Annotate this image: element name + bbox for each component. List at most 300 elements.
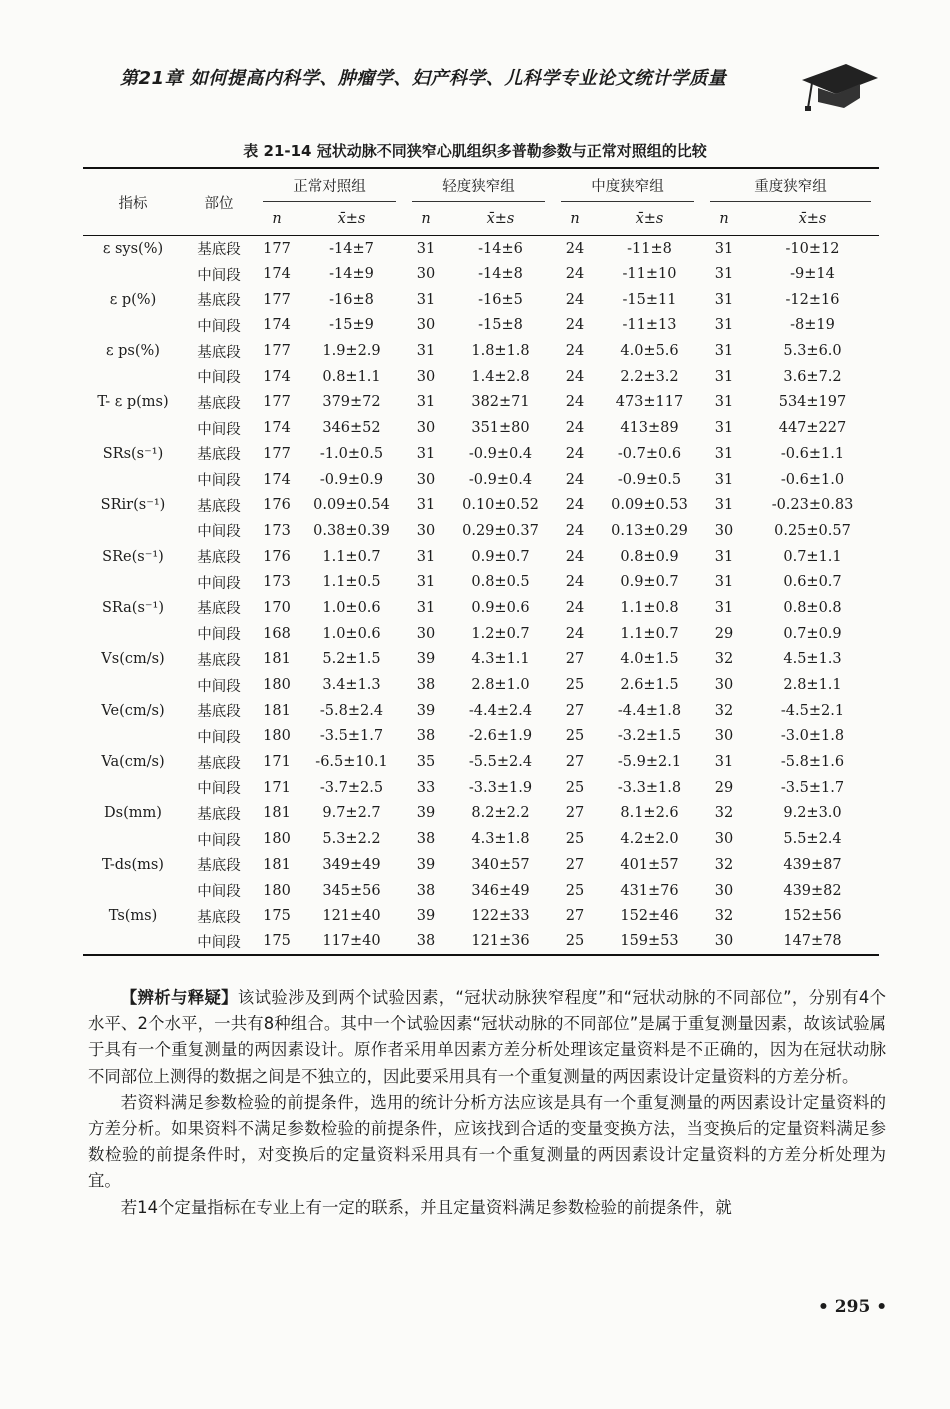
part-cell: 基底段 xyxy=(197,550,241,567)
n-cell: 31 xyxy=(714,266,734,283)
n-cell: 31 xyxy=(714,754,734,771)
group-header: 重度狭窄组 xyxy=(702,168,879,202)
mean-sd-cell: 382±71 xyxy=(471,394,530,411)
mean-sd-cell: 1.1±0.7 xyxy=(322,548,381,565)
table-row xyxy=(83,775,879,801)
mean-sd-cell: -15±9 xyxy=(329,317,374,334)
paragraph-label: 【辨析与释疑】 xyxy=(120,988,238,1007)
mean-sd-cell: -0.9±0.4 xyxy=(468,445,533,462)
mean-sd-cell: 447±227 xyxy=(778,420,847,437)
table-row xyxy=(83,313,879,339)
table-row xyxy=(83,749,879,775)
mean-sd-cell: 0.29±0.37 xyxy=(462,522,539,539)
mean-sd-cell: -14±9 xyxy=(329,266,374,283)
sub-header-n: n xyxy=(570,210,580,227)
n-cell: 27 xyxy=(565,856,585,873)
part-cell: 中间段 xyxy=(197,575,241,592)
mean-sd-cell: 4.2±2.0 xyxy=(620,831,679,848)
mean-sd-cell: 345±56 xyxy=(322,882,381,899)
n-cell: 24 xyxy=(565,420,585,437)
n-cell: 173 xyxy=(263,522,291,539)
n-cell: 24 xyxy=(565,471,585,488)
mean-sd-cell: -1.0±0.5 xyxy=(319,445,384,462)
mean-sd-cell: 122±33 xyxy=(471,908,530,925)
n-cell: 174 xyxy=(263,420,291,437)
part-cell: 基底段 xyxy=(197,601,241,618)
mean-sd-cell: 0.09±0.54 xyxy=(313,497,390,514)
part-cell: 中间段 xyxy=(197,729,241,746)
mean-sd-cell: 1.1±0.5 xyxy=(322,574,381,591)
n-cell: 33 xyxy=(416,779,436,796)
mean-sd-cell: -4.5±2.1 xyxy=(780,702,845,719)
indicator-cell xyxy=(83,878,183,904)
n-cell: 30 xyxy=(714,677,734,694)
mean-sd-cell: 9.7±2.7 xyxy=(322,805,381,822)
part-cell: 中间段 xyxy=(197,934,241,951)
paragraph: 若14个定量指标在专业上有一定的联系，并且定量资料满足参数检验的前提条件，就 xyxy=(120,1197,732,1217)
mean-sd-cell: 0.13±0.29 xyxy=(611,522,688,539)
data-table xyxy=(83,167,879,956)
mean-sd-cell: 0.38±0.39 xyxy=(313,522,390,539)
mean-sd-cell: 0.09±0.53 xyxy=(611,497,688,514)
n-cell: 38 xyxy=(416,831,436,848)
n-cell: 31 xyxy=(714,497,734,514)
mean-sd-cell: -11±13 xyxy=(622,317,677,334)
n-cell: 31 xyxy=(714,445,734,462)
n-cell: 32 xyxy=(714,651,734,668)
table-body xyxy=(83,236,879,955)
mean-sd-cell: -5.8±2.4 xyxy=(319,702,384,719)
mean-sd-cell: 1.9±2.9 xyxy=(322,343,381,360)
indicator-cell: SRs(s⁻¹) xyxy=(102,445,164,462)
sub-header-mean-sd: x̄±s xyxy=(798,210,827,227)
n-cell: 32 xyxy=(714,805,734,822)
mean-sd-cell: -15±11 xyxy=(622,291,677,308)
mean-sd-cell: -14±6 xyxy=(478,240,523,257)
indicator-cell xyxy=(83,929,183,955)
mean-sd-cell: 1.1±0.7 xyxy=(620,625,679,642)
n-cell: 180 xyxy=(263,677,291,694)
indicator-cell: ε sys(%) xyxy=(102,240,164,257)
n-cell: 39 xyxy=(416,908,436,925)
table-row xyxy=(83,390,879,416)
mean-sd-cell: 379±72 xyxy=(322,394,381,411)
indicator-cell xyxy=(83,261,183,287)
page-number: • 295 • xyxy=(818,1297,888,1317)
table-row xyxy=(83,364,879,390)
n-cell: 24 xyxy=(565,394,585,411)
mean-sd-cell: 1.0±0.6 xyxy=(322,599,381,616)
mean-sd-cell: -0.7±0.6 xyxy=(617,445,682,462)
part-cell: 中间段 xyxy=(197,678,241,695)
mean-sd-cell: 152±56 xyxy=(783,908,842,925)
n-cell: 31 xyxy=(714,317,734,334)
table-row xyxy=(83,544,879,570)
mean-sd-cell: 1.2±0.7 xyxy=(471,625,530,642)
n-cell: 177 xyxy=(263,291,291,308)
indicator-cell: ε p(%) xyxy=(109,291,157,308)
table-row xyxy=(83,569,879,595)
indicator-cell: T-ds(ms) xyxy=(102,856,164,873)
sub-header-mean-sd: x̄±s xyxy=(486,210,515,227)
n-cell: 39 xyxy=(416,702,436,719)
mean-sd-cell: 346±49 xyxy=(471,882,530,899)
part-cell: 中间段 xyxy=(197,267,241,284)
group-header: 轻度狭窄组 xyxy=(404,168,553,202)
n-cell: 27 xyxy=(565,908,585,925)
n-cell: 174 xyxy=(263,266,291,283)
n-cell: 29 xyxy=(714,625,734,642)
mean-sd-cell: 147±78 xyxy=(783,933,842,950)
mean-sd-cell: -15±8 xyxy=(478,317,523,334)
n-cell: 174 xyxy=(263,471,291,488)
n-cell: 39 xyxy=(416,856,436,873)
table-row xyxy=(83,672,879,698)
n-cell: 180 xyxy=(263,882,291,899)
mean-sd-cell: -14±8 xyxy=(478,266,523,283)
mean-sd-cell: 8.1±2.6 xyxy=(620,805,679,822)
table-row xyxy=(83,826,879,852)
n-cell: 177 xyxy=(263,343,291,360)
sub-header-n: n xyxy=(421,210,431,227)
n-cell: 180 xyxy=(263,831,291,848)
indicator-cell xyxy=(83,415,183,441)
n-cell: 38 xyxy=(416,728,436,745)
n-cell: 30 xyxy=(416,266,436,283)
table-row xyxy=(83,287,879,313)
indicator-cell xyxy=(83,826,183,852)
mean-sd-cell: -3.0±1.8 xyxy=(780,728,845,745)
n-cell: 30 xyxy=(416,368,436,385)
mean-sd-cell: 0.9±0.7 xyxy=(620,574,679,591)
mean-sd-cell: 2.2±3.2 xyxy=(620,368,679,385)
n-cell: 38 xyxy=(416,677,436,694)
n-cell: 24 xyxy=(565,266,585,283)
mean-sd-cell: 5.5±2.4 xyxy=(783,831,842,848)
sub-header-n: n xyxy=(272,210,282,227)
n-cell: 24 xyxy=(565,522,585,539)
table-row xyxy=(83,698,879,724)
table-row xyxy=(83,801,879,827)
n-cell: 30 xyxy=(714,831,734,848)
part-cell: 中间段 xyxy=(197,318,241,335)
part-cell: 基底段 xyxy=(197,447,241,464)
n-cell: 31 xyxy=(416,240,436,257)
n-cell: 177 xyxy=(263,394,291,411)
mean-sd-cell: -4.4±1.8 xyxy=(617,702,682,719)
col-header-part: 部位 xyxy=(204,195,234,212)
n-cell: 24 xyxy=(565,368,585,385)
indicator-cell: T- ε p(ms) xyxy=(97,394,169,411)
part-cell: 基底段 xyxy=(197,293,241,310)
n-cell: 171 xyxy=(263,754,291,771)
mean-sd-cell: -9±14 xyxy=(790,266,835,283)
table-row xyxy=(83,929,879,955)
n-cell: 24 xyxy=(565,625,585,642)
mean-sd-cell: 413±89 xyxy=(620,420,679,437)
mean-sd-cell: 439±82 xyxy=(783,882,842,899)
paragraph: 【辨析与释疑】该试验涉及到两个试验因素，“冠状动脉狭窄程度”和“冠状动脉的不同部位”，分别有4个水平、2个水平，一共有8种组合。其中一个试验因素“冠状动脉的不同部位”是属于重复测量因素，故该试验属于具有一个重复测量的两因素设计。原作者采用单因素方差分析处理该定量资料是不正确的，因为在冠状动脉不同部位上测得的数据之间是不独立的，因此要采用具有一个重复测量的两因素设计定量资料的方差分析。 xyxy=(88,988,886,1086)
sub-header-mean-sd: x̄±s xyxy=(337,210,366,227)
n-cell: 30 xyxy=(416,625,436,642)
n-cell: 30 xyxy=(714,933,734,950)
n-cell: 25 xyxy=(565,779,585,796)
part-cell: 中间段 xyxy=(197,421,241,438)
mean-sd-cell: 9.2±3.0 xyxy=(783,805,842,822)
mean-sd-cell: -3.7±2.5 xyxy=(319,779,384,796)
n-cell: 25 xyxy=(565,831,585,848)
n-cell: 176 xyxy=(263,548,291,565)
n-cell: 25 xyxy=(565,933,585,950)
indicator-cell: ε ps(%) xyxy=(106,343,160,360)
n-cell: 25 xyxy=(565,882,585,899)
indicator-cell xyxy=(83,672,183,698)
mean-sd-cell: -0.23±0.83 xyxy=(771,497,854,514)
mean-sd-cell: -3.5±1.7 xyxy=(319,728,384,745)
table-row xyxy=(83,415,879,441)
mean-sd-cell: 4.3±1.1 xyxy=(471,651,530,668)
part-cell: 中间段 xyxy=(197,473,241,490)
n-cell: 174 xyxy=(263,317,291,334)
n-cell: 31 xyxy=(714,394,734,411)
n-cell: 181 xyxy=(263,651,291,668)
n-cell: 171 xyxy=(263,779,291,796)
mean-sd-cell: 1.4±2.8 xyxy=(471,368,530,385)
n-cell: 30 xyxy=(714,522,734,539)
n-cell: 38 xyxy=(416,882,436,899)
n-cell: 31 xyxy=(416,343,436,360)
part-cell: 基底段 xyxy=(197,242,241,259)
mean-sd-cell: 4.5±1.3 xyxy=(783,651,842,668)
table-row xyxy=(83,647,879,673)
part-cell: 基底段 xyxy=(197,395,241,412)
part-cell: 基底段 xyxy=(197,498,241,515)
n-cell: 31 xyxy=(416,291,436,308)
mean-sd-cell: 401±57 xyxy=(620,856,679,873)
body-text xyxy=(88,985,886,1221)
part-cell: 基底段 xyxy=(197,755,241,772)
n-cell: 25 xyxy=(565,677,585,694)
table-row xyxy=(83,595,879,621)
mean-sd-cell: 121±36 xyxy=(471,933,530,950)
mean-sd-cell: -12±16 xyxy=(785,291,840,308)
n-cell: 24 xyxy=(565,291,585,308)
mean-sd-cell: -4.4±2.4 xyxy=(468,702,533,719)
n-cell: 31 xyxy=(714,548,734,565)
n-cell: 32 xyxy=(714,856,734,873)
mean-sd-cell: 0.9±0.6 xyxy=(471,599,530,616)
n-cell: 24 xyxy=(565,317,585,334)
n-cell: 31 xyxy=(416,548,436,565)
mean-sd-cell: 473±117 xyxy=(615,394,684,411)
mean-sd-cell: 5.3±2.2 xyxy=(322,831,381,848)
part-cell: 基底段 xyxy=(197,909,241,926)
indicator-cell xyxy=(83,518,183,544)
n-cell: 24 xyxy=(565,599,585,616)
mean-sd-cell: -11±10 xyxy=(622,266,677,283)
n-cell: 38 xyxy=(416,933,436,950)
n-cell: 30 xyxy=(416,420,436,437)
running-header: 第21章 如何提高内科学、肿瘤学、妇产科学、儿科学专业论文统计学质量 xyxy=(120,68,727,89)
mean-sd-cell: 0.8±0.9 xyxy=(620,548,679,565)
mean-sd-cell: 5.2±1.5 xyxy=(322,651,381,668)
table-row xyxy=(83,621,879,647)
mean-sd-cell: 439±87 xyxy=(783,856,842,873)
part-cell: 中间段 xyxy=(197,627,241,644)
n-cell: 173 xyxy=(263,574,291,591)
mean-sd-cell: 117±40 xyxy=(322,933,381,950)
mean-sd-cell: 2.8±1.0 xyxy=(471,677,530,694)
indicator-cell: Va(cm/s) xyxy=(101,754,165,771)
table-row xyxy=(83,261,879,287)
n-cell: 30 xyxy=(416,317,436,334)
mean-sd-cell: 0.10±0.52 xyxy=(462,497,539,514)
mean-sd-cell: 2.6±1.5 xyxy=(620,677,679,694)
indicator-cell xyxy=(83,775,183,801)
indicator-cell: Ve(cm/s) xyxy=(101,702,165,719)
n-cell: 30 xyxy=(416,522,436,539)
table-row xyxy=(83,236,879,262)
indicator-cell xyxy=(83,569,183,595)
n-cell: 32 xyxy=(714,908,734,925)
graduation-cap-icon xyxy=(800,58,880,112)
n-cell: 24 xyxy=(565,343,585,360)
mean-sd-cell: 121±40 xyxy=(322,908,381,925)
table-row xyxy=(83,338,879,364)
n-cell: 27 xyxy=(565,805,585,822)
table-row xyxy=(83,878,879,904)
indicator-cell: Ds(mm) xyxy=(104,805,162,822)
indicator-cell: SRa(s⁻¹) xyxy=(101,599,165,616)
indicator-cell: SRe(s⁻¹) xyxy=(102,548,164,565)
part-cell: 中间段 xyxy=(197,832,241,849)
table-row xyxy=(83,467,879,493)
part-cell: 中间段 xyxy=(197,370,241,387)
n-cell: 31 xyxy=(714,343,734,360)
n-cell: 31 xyxy=(416,445,436,462)
mean-sd-cell: -8±19 xyxy=(790,317,835,334)
part-cell: 中间段 xyxy=(197,884,241,901)
mean-sd-cell: 0.7±1.1 xyxy=(783,548,842,565)
table-row xyxy=(83,903,879,929)
mean-sd-cell: 431±76 xyxy=(620,882,679,899)
n-cell: 27 xyxy=(565,702,585,719)
mean-sd-cell: -0.9±0.5 xyxy=(617,471,682,488)
mean-sd-cell: 351±80 xyxy=(471,420,530,437)
mean-sd-cell: 0.9±0.7 xyxy=(471,548,530,565)
part-cell: 基底段 xyxy=(197,344,241,361)
mean-sd-cell: 0.25±0.57 xyxy=(774,522,851,539)
sub-header-mean-sd: x̄±s xyxy=(635,210,664,227)
col-header-indicator: 指标 xyxy=(118,195,148,212)
mean-sd-cell: 1.1±0.8 xyxy=(620,599,679,616)
mean-sd-cell: 2.8±1.1 xyxy=(783,677,842,694)
n-cell: 24 xyxy=(565,497,585,514)
n-cell: 25 xyxy=(565,728,585,745)
n-cell: 35 xyxy=(416,754,436,771)
n-cell: 27 xyxy=(565,651,585,668)
n-cell: 31 xyxy=(714,291,734,308)
part-cell: 基底段 xyxy=(197,652,241,669)
n-cell: 24 xyxy=(565,548,585,565)
mean-sd-cell: -6.5±10.1 xyxy=(315,754,388,771)
mean-sd-cell: -10±12 xyxy=(785,240,840,257)
mean-sd-cell: 152±46 xyxy=(620,908,679,925)
mean-sd-cell: 534±197 xyxy=(778,394,847,411)
n-cell: 31 xyxy=(714,574,734,591)
table-row xyxy=(83,852,879,878)
mean-sd-cell: -11±8 xyxy=(627,240,672,257)
mean-sd-cell: 5.3±6.0 xyxy=(783,343,842,360)
n-cell: 31 xyxy=(416,599,436,616)
n-cell: 168 xyxy=(263,625,291,642)
n-cell: 177 xyxy=(263,445,291,462)
mean-sd-cell: 3.4±1.3 xyxy=(322,677,381,694)
n-cell: 181 xyxy=(263,702,291,719)
indicator-cell xyxy=(83,621,183,647)
mean-sd-cell: -14±7 xyxy=(329,240,374,257)
n-cell: 30 xyxy=(416,471,436,488)
group-header: 中度狭窄组 xyxy=(553,168,702,202)
mean-sd-cell: -0.9±0.4 xyxy=(468,471,533,488)
indicator-cell: Vs(cm/s) xyxy=(101,651,165,668)
mean-sd-cell: -5.9±2.1 xyxy=(617,754,682,771)
n-cell: 31 xyxy=(714,471,734,488)
indicator-cell: Ts(ms) xyxy=(108,908,158,925)
mean-sd-cell: 0.8±0.8 xyxy=(783,599,842,616)
mean-sd-cell: 0.8±1.1 xyxy=(322,368,381,385)
part-cell: 基底段 xyxy=(197,858,241,875)
mean-sd-cell: 3.6±7.2 xyxy=(783,368,842,385)
mean-sd-cell: 340±57 xyxy=(471,856,530,873)
paragraph: 若资料满足参数检验的前提条件，选用的统计分析方法应该是具有一个重复测量的两因素设计定量资料的方差分析。如果资料不满足参数检验的前提条件，应该找到合适的变量变换方法，当变换后的定量资料满足参数检验的前提条件时，对变换后的定量资料采用具有一个重复测量的两因素设计定量资料的方差分析处理为宜。 xyxy=(88,1092,886,1191)
part-cell: 基底段 xyxy=(197,806,241,823)
mean-sd-cell: 1.0±0.6 xyxy=(322,625,381,642)
n-cell: 31 xyxy=(714,599,734,616)
mean-sd-cell: -16±5 xyxy=(478,291,523,308)
n-cell: 170 xyxy=(263,599,291,616)
n-cell: 181 xyxy=(263,805,291,822)
mean-sd-cell: 346±52 xyxy=(322,420,381,437)
n-cell: 31 xyxy=(416,574,436,591)
indicator-cell xyxy=(83,467,183,493)
part-cell: 中间段 xyxy=(197,524,241,541)
sub-header-n: n xyxy=(719,210,729,227)
table-title: 表 21-14 冠状动脉不同狭窄心肌组织多普勒参数与正常对照组的比较 xyxy=(243,142,707,160)
n-cell: 174 xyxy=(263,368,291,385)
indicator-cell xyxy=(83,724,183,750)
n-cell: 31 xyxy=(416,394,436,411)
mean-sd-cell: 0.7±0.9 xyxy=(783,625,842,642)
n-cell: 30 xyxy=(714,728,734,745)
mean-sd-cell: 349±49 xyxy=(322,856,381,873)
indicator-cell xyxy=(83,313,183,339)
part-cell: 基底段 xyxy=(197,704,241,721)
n-cell: 31 xyxy=(714,240,734,257)
n-cell: 27 xyxy=(565,754,585,771)
n-cell: 176 xyxy=(263,497,291,514)
mean-sd-cell: -5.8±1.6 xyxy=(780,754,845,771)
mean-sd-cell: -0.9±0.9 xyxy=(319,471,384,488)
n-cell: 24 xyxy=(565,240,585,257)
n-cell: 175 xyxy=(263,933,291,950)
mean-sd-cell: -0.6±1.1 xyxy=(780,445,845,462)
n-cell: 32 xyxy=(714,702,734,719)
table-row xyxy=(83,724,879,750)
mean-sd-cell: 8.2±2.2 xyxy=(471,805,530,822)
n-cell: 31 xyxy=(714,368,734,385)
mean-sd-cell: 4.0±5.6 xyxy=(620,343,679,360)
